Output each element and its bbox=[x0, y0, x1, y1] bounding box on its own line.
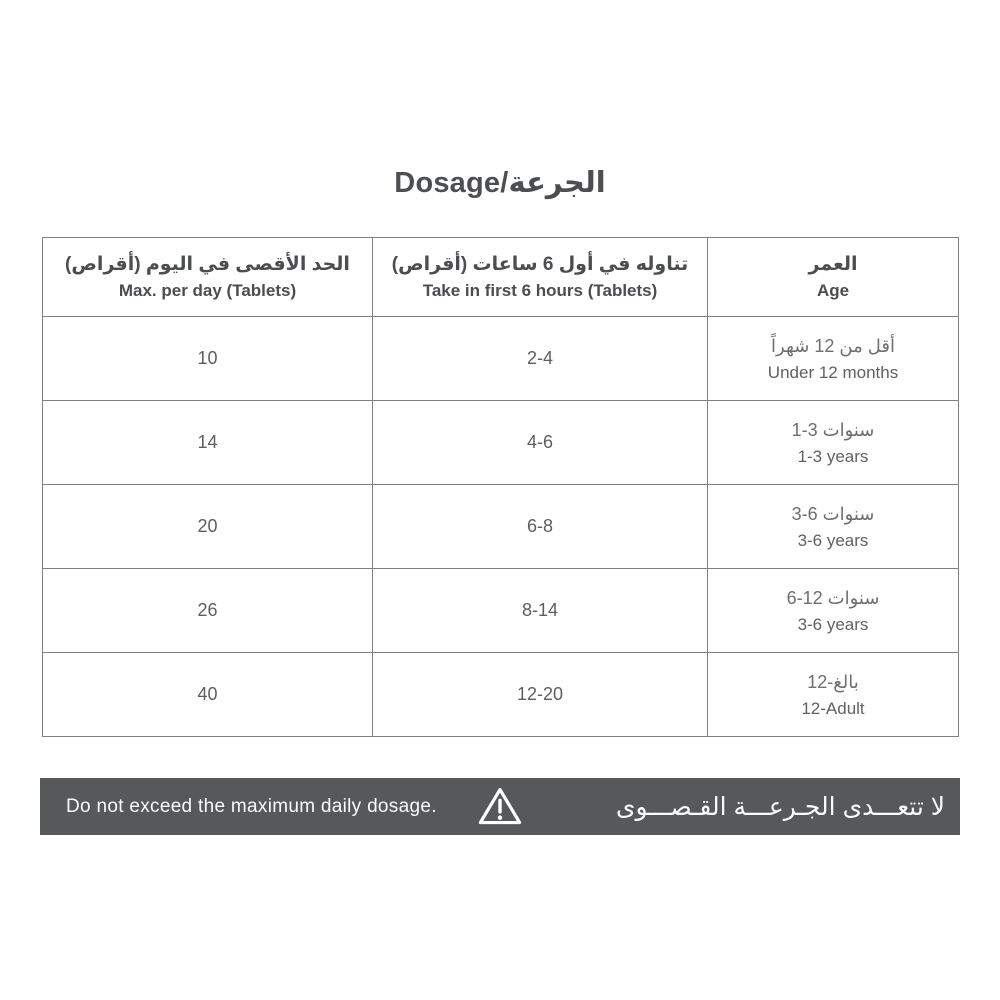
age-english: 1-3 years bbox=[797, 447, 869, 466]
cell-first-6-hours bbox=[373, 317, 708, 401]
column-header-first-6-hours-english: Take in first 6 hours (Tablets) bbox=[422, 281, 658, 301]
warning-text-english: Do not exceed the maximum daily dosage. bbox=[66, 795, 437, 817]
warning-banner bbox=[40, 778, 960, 835]
max-per-day-value: 20 bbox=[197, 516, 218, 536]
cell-first-6-hours bbox=[373, 485, 708, 569]
page-title: Dosage/الجرعة bbox=[394, 167, 606, 199]
first-6-hours-value: 8-14 bbox=[521, 600, 559, 620]
table-row bbox=[43, 653, 959, 737]
table-header-row bbox=[43, 238, 959, 317]
warning-triangle-icon bbox=[476, 786, 524, 827]
age-english: 3-6 years bbox=[797, 615, 869, 634]
age-arabic: سنوات 6-3 bbox=[791, 504, 875, 525]
age-english: 12-Adult bbox=[801, 699, 865, 718]
table-row bbox=[43, 485, 959, 569]
max-per-day-value: 10 bbox=[197, 348, 218, 368]
column-header-age-english: Age bbox=[816, 281, 850, 301]
age-arabic: سنوات 3-1 bbox=[791, 420, 875, 441]
max-per-day-value: 14 bbox=[197, 432, 218, 452]
first-6-hours-value: 12-20 bbox=[516, 684, 564, 704]
cell-age bbox=[708, 317, 959, 401]
age-english: Under 12 months bbox=[767, 363, 899, 382]
cell-first-6-hours bbox=[373, 569, 708, 653]
column-header-first-6-hours bbox=[373, 238, 708, 317]
cell-max-per-day bbox=[43, 569, 373, 653]
dosage-table bbox=[42, 237, 959, 737]
age-english: 3-6 years bbox=[797, 531, 869, 550]
cell-age bbox=[708, 569, 959, 653]
age-arabic: أقل من 12 شهراً bbox=[771, 336, 895, 357]
column-header-first-6-hours-arabic: تناوله في أول 6 ساعات (أقراص) bbox=[391, 253, 689, 275]
cell-age bbox=[708, 401, 959, 485]
column-header-max-per-day-english: Max. per day (Tablets) bbox=[118, 281, 297, 301]
column-header-age-arabic: العمر bbox=[808, 253, 858, 275]
cell-age bbox=[708, 485, 959, 569]
max-per-day-value: 40 bbox=[197, 684, 218, 704]
cell-max-per-day bbox=[43, 401, 373, 485]
cell-max-per-day bbox=[43, 317, 373, 401]
column-header-max-per-day-arabic: الحد الأقصى في اليوم (أقراص) bbox=[65, 253, 350, 275]
cell-first-6-hours bbox=[373, 401, 708, 485]
max-per-day-value: 26 bbox=[197, 600, 218, 620]
first-6-hours-value: 2-4 bbox=[526, 348, 553, 368]
warning-text-arabic: لا تتعـــدى الجـرعـــة القـصـــوى bbox=[615, 792, 945, 821]
table-row bbox=[43, 401, 959, 485]
column-header-max-per-day bbox=[43, 238, 373, 317]
age-arabic: سنوات 12-6 bbox=[786, 588, 880, 609]
age-arabic: بالغ-12 bbox=[807, 672, 859, 693]
cell-max-per-day bbox=[43, 485, 373, 569]
cell-max-per-day bbox=[43, 653, 373, 737]
column-header-age bbox=[708, 238, 959, 317]
first-6-hours-value: 4-6 bbox=[526, 432, 553, 452]
cell-first-6-hours bbox=[373, 653, 708, 737]
first-6-hours-value: 6-8 bbox=[526, 516, 553, 536]
table-row bbox=[43, 569, 959, 653]
table-row bbox=[43, 317, 959, 401]
cell-age bbox=[708, 653, 959, 737]
